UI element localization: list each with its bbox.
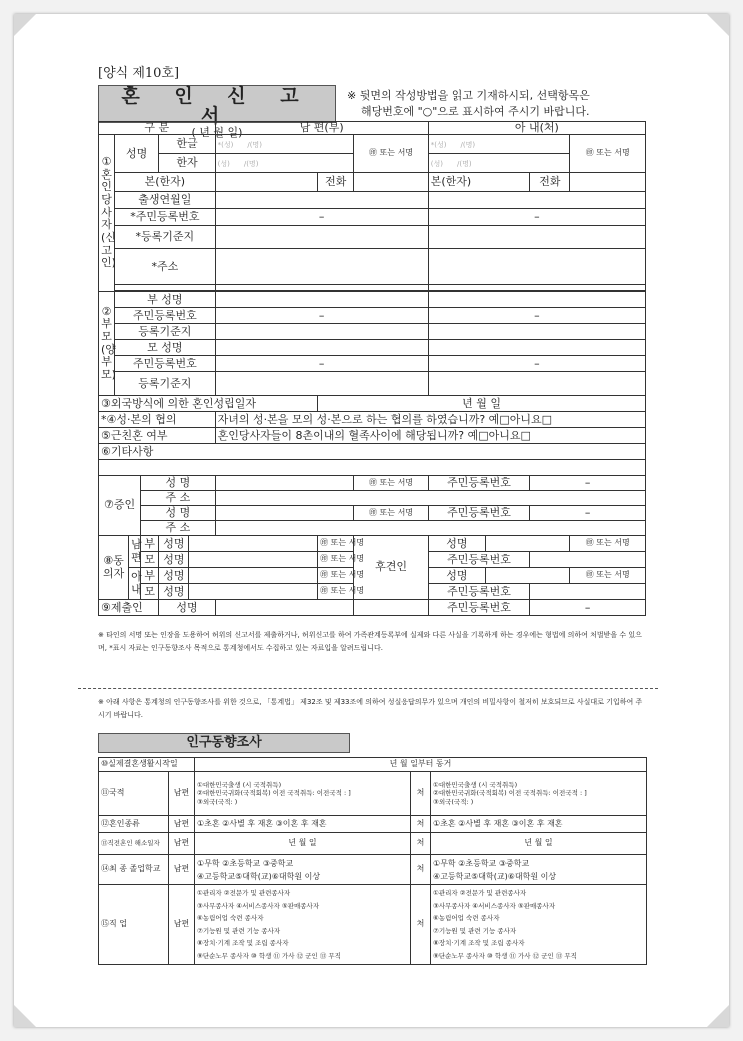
label-consent-name: 성명	[159, 584, 189, 600]
label-phone: 전화	[318, 173, 354, 192]
label-consent-mother: 모	[141, 584, 159, 600]
label-mother-name: 모 성명	[115, 340, 216, 356]
label-nationality: ⑪국적	[99, 772, 169, 816]
submitter-name[interactable]	[215, 600, 354, 616]
population-survey-table	[98, 757, 647, 965]
survey-note: ※ 아래 사항은 통계청의 인구동향조사를 위한 것으로, 「통계법」 제32조 및 제33조에 의하여 성실응답의무가 있으며 개인의 비밀사항이 철저히 보호되므로 사실대로 기입하여 주시기 바랍니다.	[98, 698, 643, 719]
label-father-rrn: 주민등록번호	[115, 308, 216, 324]
consent-wife-mother-signature[interactable]: ㊞ 또는 서명	[318, 584, 354, 600]
witness1-rrn[interactable]: –	[530, 476, 646, 491]
label-witness1-rrn: 주민등록번호	[428, 476, 530, 491]
label-wife: 처	[411, 833, 431, 855]
label-consent-name: 성명	[159, 568, 189, 584]
label-hangul: 한글	[159, 135, 215, 154]
label-submitter: ⑨제출인	[99, 600, 159, 616]
husband-education-options[interactable]: ①무학 ②초등학교 ③중학교 ④고등학교⑤대학(교)⑥대학원 이상	[195, 855, 411, 885]
husband-prior-marriage-end-date[interactable]: 년 월 일	[195, 833, 411, 855]
label-wife: 처	[411, 816, 431, 833]
wife-mother-reg-base[interactable]	[428, 372, 645, 396]
husband-occupation-options[interactable]: ①관리자 ②전문가 및 관련종사자 ③사무종사자 ④서비스종사자 ⑤판매종사자 ⑥농림어업 숙련 종사자 ⑦기능원 및 관련 기능 종사자 ⑧장치·기계 조작 및 조립 종사자 ⑨단순노무 종사자 ⑩ 학생 ⑪ 가사 ⑫ 군인 ⑬ 무직	[195, 885, 411, 965]
wife-father-name[interactable]	[428, 292, 645, 308]
header-wife: 아 내(처)	[428, 122, 645, 135]
section-parties: ①혼인당사자(신고인)	[99, 135, 115, 292]
guardian2-rrn[interactable]	[530, 584, 646, 600]
guardian1-rrn[interactable]	[530, 552, 646, 568]
label-mother-reg-base: 등록기준지	[115, 372, 216, 396]
guardian1-signature[interactable]: ㊞ 또는 서명	[570, 536, 646, 552]
label-witness2-rrn: 주민등록번호	[428, 506, 530, 521]
label-consent-father: 부	[141, 536, 159, 552]
wife-birth[interactable]	[428, 192, 645, 209]
label-rrn: *주민등록번호	[115, 209, 216, 226]
label-witness1-name: 성 명	[141, 476, 215, 491]
label-guardian-name: 성명	[428, 536, 485, 552]
label-hanja: 한자	[159, 154, 215, 173]
section-witness: ⑦증인	[99, 476, 141, 536]
submitter-signature[interactable]	[354, 600, 428, 616]
label-guardian: 후견인	[354, 536, 428, 600]
wife-marriage-type-options[interactable]: ①초혼 ②사별 후 재혼 ③이혼 후 재혼	[431, 816, 647, 833]
label-wife: 처	[411, 885, 431, 965]
instructions	[347, 88, 590, 120]
husband-father-name[interactable]	[215, 292, 428, 308]
label-consent-mother: 모	[141, 552, 159, 568]
wife-mother-name[interactable]	[428, 340, 645, 356]
marriage-report-table	[98, 121, 646, 616]
wife-name-hanja[interactable]: (성) /(명)	[428, 154, 570, 173]
witness2-rrn[interactable]: –	[530, 506, 646, 521]
label-guardian-rrn: 주민등록번호	[428, 552, 530, 568]
label-surname-agreement: *④성·본의 협의	[99, 412, 216, 428]
label-foreign-marriage-date: ③외국방식에 의한 혼인성립일자	[99, 396, 318, 412]
label-occupation: ⑮직 업	[99, 885, 169, 965]
header-gubun: 구 분	[99, 122, 216, 135]
label-husband: 남편	[169, 885, 195, 965]
label-guardian-name: 성명	[428, 568, 485, 584]
section-consent: ⑧동의자	[99, 536, 129, 600]
label-husband: 남편	[169, 772, 195, 816]
instruction-line: ※ 뒷면의 작성방법을 읽고 기재하시되, 선택항목은	[347, 89, 590, 102]
label-witness1-address: 주 소	[141, 491, 215, 506]
form-label: [양식 제10호]	[98, 66, 180, 81]
label-witness2-address: 주 소	[141, 521, 215, 536]
consent-husband-mother-name[interactable]	[189, 552, 318, 568]
wife-nationality-options[interactable]: ①대한민국출생 (시 국적취득) ②대한민국귀화(국적회복) 이전 국적취득: 이전국적 : ] ③외국(국적: )	[431, 772, 647, 816]
wife-address[interactable]	[428, 249, 645, 285]
husband-mother-rrn[interactable]: –	[215, 356, 428, 372]
wife-father-reg-base[interactable]	[428, 324, 645, 340]
label-prior-marriage-end: ⑬직전혼인 해소일자	[99, 833, 169, 855]
warning-note: ※ 타인의 서명 또는 인장을 도용하여 허위의 신고서를 제출하거나, 허위신고를 하여 가족관계등록부에 실제와 다른 사실을 기록하게 하는 경우에는 형법에 의하여 처벌받을 수 있으며, *표시 자료는 인구동향조사 목적으로 통계청에서도 수집하고 있는 자료입을 알려드립니다.	[98, 631, 642, 652]
label-origin: 본(한자)	[115, 173, 216, 192]
husband-reg-base[interactable]	[215, 226, 428, 249]
husband-address[interactable]	[215, 249, 428, 285]
label-wife: 처	[411, 772, 431, 816]
label-marriage-type: ⑫혼인종류	[99, 816, 169, 833]
wife-origin[interactable]: 본(한자)	[428, 173, 530, 192]
witness1-signature[interactable]: ㊞ 또는 서명	[354, 476, 428, 491]
page-corner	[14, 14, 36, 36]
husband-father-reg-base[interactable]	[215, 324, 428, 340]
wife-name-hangul[interactable]: *(성) /(명)	[428, 135, 570, 154]
husband-birth[interactable]	[215, 192, 428, 209]
other-matters-field[interactable]	[99, 460, 646, 476]
label-consent-wife: 아내	[129, 568, 141, 600]
husband-rrn[interactable]: –	[215, 209, 428, 226]
label-guardian-rrn: 주민등록번호	[428, 584, 530, 600]
consanguinity-question[interactable]: 혼인당사자들이 8촌이내의 혈족사이에 해당됩니까? 예□아니요□	[215, 428, 645, 444]
label-name: 성명	[115, 135, 159, 173]
label-education: ⑭최 종 졸업학교	[99, 855, 169, 885]
label-husband: 남편	[169, 833, 195, 855]
label-phone: 전화	[530, 173, 570, 192]
label-father-name: 부 성명	[115, 292, 216, 308]
guardian2-name[interactable]	[486, 568, 570, 584]
wife-phone[interactable]	[570, 173, 646, 192]
consent-husband-mother-signature[interactable]: ㊞ 또는 서명	[318, 552, 354, 568]
page-corner	[707, 1005, 729, 1027]
guardian2-signature[interactable]: ㊞ 또는 서명	[570, 568, 646, 584]
husband-name-hangul[interactable]: *(성) /(명)	[215, 135, 354, 154]
husband-origin[interactable]	[215, 173, 318, 192]
label-consent-father: 부	[141, 568, 159, 584]
wife-mother-rrn[interactable]: –	[428, 356, 645, 372]
witness2-name[interactable]	[215, 506, 354, 521]
label-husband: 남편	[169, 855, 195, 885]
label-reg-base: *등록기준지	[115, 226, 216, 249]
husband-nationality-options[interactable]: ①대한민국출생 (시 국적취득) ②대한민국귀화(국적회복) 이전 국적취득: 이전국적 : ] ③외국(국적: )	[195, 772, 411, 816]
label-witness2-name: 성 명	[141, 506, 215, 521]
witness1-address[interactable]	[215, 491, 645, 506]
label-husband: 남편	[169, 816, 195, 833]
wife-education-options[interactable]: ①무학 ②초등학교 ③중학교 ④고등학교⑤대학(교)⑥대학원 이상	[431, 855, 647, 885]
wife-rrn[interactable]: –	[428, 209, 645, 226]
guardian1-name[interactable]	[486, 536, 570, 552]
label-other-matters: ⑥기타사항	[99, 444, 646, 460]
foreign-marriage-date[interactable]: 년 월 일	[318, 396, 646, 412]
wife-signature[interactable]: ㊞ 또는 서명	[570, 135, 646, 173]
witness2-address[interactable]	[215, 521, 645, 536]
label-submitter-rrn: 주민등록번호	[428, 600, 530, 616]
label-mother-rrn: 주민등록번호	[115, 356, 216, 372]
wife-occupation-options[interactable]: ①관리자 ②전문가 및 관련종사자 ③사무종사자 ④서비스종사자 ⑤판매종사자 ⑥농림어업 숙련 종사자 ⑦기능원 및 관련 기능 종사자 ⑧장치·기계 조작 및 조립 종사자 ⑨단순노무 종사자 ⑩ 학생 ⑪ 가사 ⑫ 군인 ⑬ 무직	[431, 885, 647, 965]
consent-husband-father-name[interactable]	[189, 536, 318, 552]
cut-line	[78, 688, 658, 689]
cohabitation-start-date[interactable]: 년 월 일부터 동거	[195, 758, 647, 772]
section-parents: ②부모(양부모)	[99, 292, 115, 396]
label-address: *주소	[115, 249, 216, 285]
label-consanguinity: ⑤근친혼 여부	[99, 428, 216, 444]
label-cohabitation-start: ⑩실제결혼생활시작일	[99, 758, 195, 772]
husband-signature[interactable]: ㊞ 또는 서명	[354, 135, 428, 173]
label-submitter-name: 성명	[159, 600, 215, 616]
consent-wife-mother-name[interactable]	[189, 584, 318, 600]
header-husband: 남 편(부)	[215, 122, 428, 135]
label-consent-husband: 남편	[129, 536, 141, 568]
page-corner	[707, 14, 729, 36]
husband-marriage-type-options[interactable]: ①초혼 ②사별 후 재혼 ③이혼 후 재혼	[195, 816, 411, 833]
husband-name-hanja[interactable]: (성) /(명)	[215, 154, 354, 173]
label-consent-name: 성명	[159, 552, 189, 568]
husband-phone[interactable]	[354, 173, 428, 192]
submitter-rrn[interactable]: –	[530, 600, 646, 616]
witness1-name[interactable]	[215, 476, 354, 491]
husband-mother-name[interactable]	[215, 340, 428, 356]
label-wife: 처	[411, 855, 431, 885]
wife-prior-marriage-end-date[interactable]: 년 월 일	[431, 833, 647, 855]
label-consent-name: 성명	[159, 536, 189, 552]
form-title: 혼 인 신 고 서	[121, 85, 313, 127]
page-corner	[14, 1005, 36, 1027]
consent-wife-father-signature[interactable]: ㊞ 또는 서명	[318, 568, 354, 584]
husband-mother-reg-base[interactable]	[215, 372, 428, 396]
consent-wife-father-name[interactable]	[189, 568, 318, 584]
label-father-reg-base: 등록기준지	[115, 324, 216, 340]
wife-father-rrn[interactable]: –	[428, 308, 645, 324]
husband-father-rrn[interactable]: –	[215, 308, 428, 324]
label-birth: 출생연월일	[115, 192, 216, 209]
instruction-line: 해당번호에 "○"으로 표시하여 주시기 바랍니다.	[361, 105, 590, 118]
surname-agreement-question[interactable]: 자녀의 성·본을 모의 성·본으로 하는 협의를 하였습니까? 예□아니요□	[215, 412, 645, 428]
survey-title: 인구동향조사	[98, 733, 350, 753]
consent-husband-father-signature[interactable]: ㊞ 또는 서명	[318, 536, 354, 552]
form-date-line: ( 년 월 일)	[191, 126, 243, 139]
wife-reg-base[interactable]	[428, 226, 645, 249]
witness2-signature[interactable]: ㊞ 또는 서명	[354, 506, 428, 521]
